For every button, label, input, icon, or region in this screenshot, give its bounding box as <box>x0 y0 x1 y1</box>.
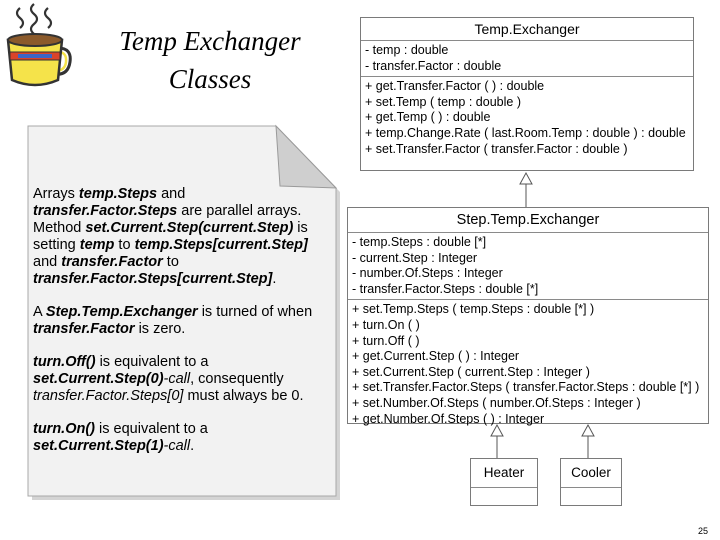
note-text-segment: transfer.Factor.Steps <box>33 203 178 219</box>
note-text-segment: set.Current.Step(1) <box>33 438 164 454</box>
note-text-segment: are parallel arrays. Method <box>33 203 302 236</box>
operation: + turn.Off ( ) <box>352 333 420 348</box>
attribute: - current.Step : Integer <box>352 250 478 265</box>
attributes-section <box>348 233 708 300</box>
class-temp-exchanger <box>360 17 694 171</box>
note-text-segment: and <box>157 186 186 202</box>
operation: + set.Temp ( temp : double ) <box>365 94 521 109</box>
attribute: - transfer.Factor : double <box>365 58 502 73</box>
note-text-segment: set.Current.Step(0) <box>33 371 164 387</box>
operation: + temp.Change.Rate ( last.Room.Temp : double ) : double <box>365 125 686 140</box>
note-text-segment: Arrays <box>33 186 79 202</box>
note-text-segment: transfer.Factor <box>61 254 163 270</box>
slide-title-line2: Classes <box>168 64 252 94</box>
note-text-segment: temp.Steps <box>78 186 158 202</box>
class-name: Step.Temp.Exchanger <box>348 208 708 233</box>
note-text-segment: turn.Off() <box>33 354 96 370</box>
operations-section <box>348 300 708 429</box>
note-text-segment: and <box>33 254 62 270</box>
note-text-segment: turn.On() <box>33 421 96 437</box>
note-text-segment: is equivalent to a <box>95 421 208 437</box>
operations-section <box>361 77 693 159</box>
operation: + get.Number.Of.Steps ( ) : Integer <box>352 411 545 426</box>
slide-title-line1: Temp Exchanger <box>119 26 301 56</box>
note-text-segment: . <box>190 438 195 454</box>
operation: + get.Transfer.Factor ( ) : double <box>365 79 545 94</box>
note-text-segment: , consequently <box>190 371 284 387</box>
attribute: - temp.Steps : double [*] <box>352 235 487 249</box>
operation: + set.Temp.Steps ( temp.Steps : double [*] ) <box>352 302 595 317</box>
operation: + set.Transfer.Factor ( transfer.Factor : double ) <box>365 141 628 156</box>
class-name: Cooler <box>561 459 621 488</box>
class-step-temp-exchanger <box>347 207 709 424</box>
note-text-segment: is zero. <box>134 321 186 337</box>
note-text-segment: -call <box>163 438 191 454</box>
attributes-section <box>361 41 693 77</box>
attribute: - number.Of.Steps : Integer <box>352 266 503 281</box>
operation: + set.Transfer.Factor.Steps ( transfer.Factor.Steps : double [*] ) <box>352 380 700 395</box>
operation: + set.Number.Of.Steps ( number.Of.Steps : Integer ) <box>352 395 641 410</box>
attribute: - transfer.Factor.Steps : double [*] <box>352 281 539 296</box>
operation: + get.Temp ( ) : double <box>365 110 491 125</box>
page-number: 25 <box>697 526 708 536</box>
note-text-segment: temp <box>79 237 115 253</box>
note-text-segment: is equivalent to a <box>95 354 209 370</box>
class-heater <box>470 458 538 506</box>
note-text-segment: transfer.Factor <box>33 321 135 337</box>
note-text-segment: . <box>272 271 277 287</box>
note-text-segment: is setting <box>33 220 308 253</box>
note-text-segment: A <box>33 304 46 320</box>
note-text-segment: to <box>114 237 135 253</box>
note-text-segment: transfer.Factor.Steps[0] <box>33 388 184 404</box>
attribute: - temp : double <box>365 43 449 57</box>
class-name: Heater <box>471 459 537 488</box>
operation: + get.Current.Step ( ) : Integer <box>352 349 520 364</box>
note-text-segment: -call <box>163 371 191 387</box>
operation: + turn.On ( ) <box>352 317 420 332</box>
note-text-segment: must always be 0. <box>183 388 304 404</box>
note-text-segment: is turned of when <box>197 304 313 320</box>
note-text-segment: to <box>162 254 179 270</box>
operation: + set.Current.Step ( current.Step : Integer ) <box>352 364 590 379</box>
note-text-segment: set.Current.Step(current.Step) <box>85 220 294 236</box>
note-text-segment: temp.Steps[current.Step] <box>134 237 308 253</box>
note-text-segment: Step.Temp.Exchanger <box>45 304 198 320</box>
class-cooler <box>560 458 622 506</box>
generalization-arrowhead <box>520 173 532 184</box>
note-text-segment: transfer.Factor.Steps[current.Step] <box>33 271 273 287</box>
class-name: Temp.Exchanger <box>361 18 693 41</box>
